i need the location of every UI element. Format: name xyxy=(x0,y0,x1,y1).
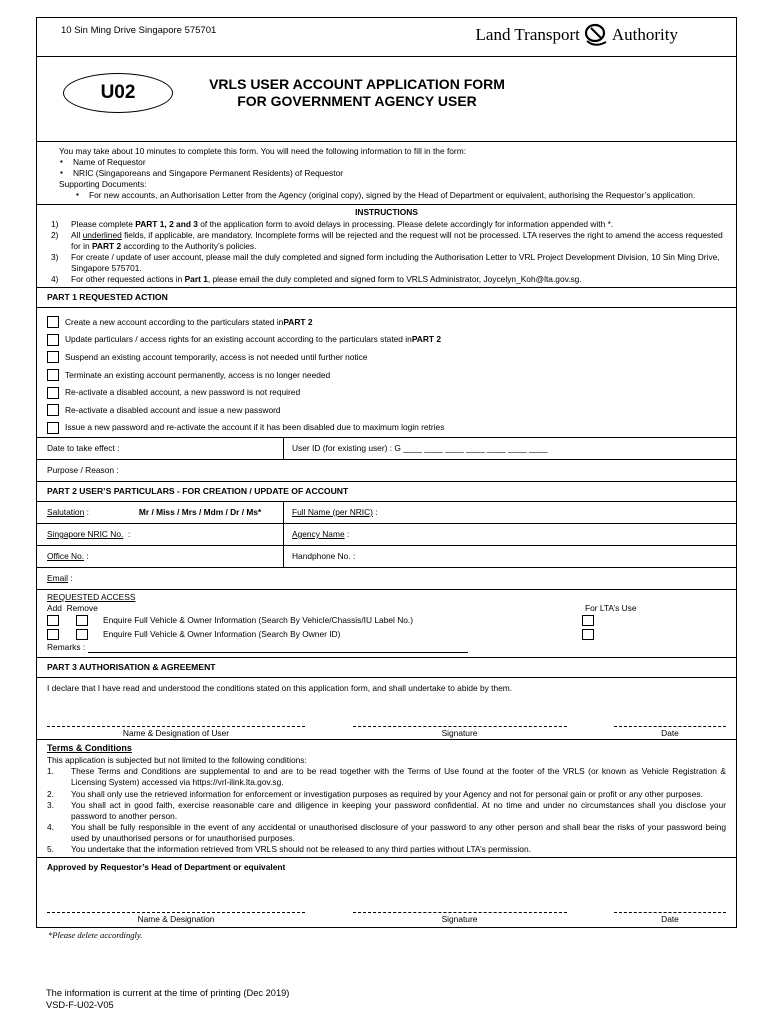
signature-line xyxy=(47,912,305,913)
lta-use-checkbox[interactable] xyxy=(582,615,594,626)
form-frame xyxy=(36,17,737,928)
action-checkbox[interactable] xyxy=(47,422,59,434)
agency-address: 10 Sin Ming Drive Singapore 575701 xyxy=(61,25,217,36)
action-label: Suspend an existing account temporarily, access is not needed until further notice xyxy=(65,351,368,362)
signature-line xyxy=(47,726,305,727)
instruction-item xyxy=(51,252,730,274)
logo-text-left: Land Transport xyxy=(475,24,580,44)
signature-line xyxy=(614,726,726,727)
terms-number: 2. xyxy=(47,788,54,799)
requested-access-section xyxy=(37,589,736,657)
instruction-text: , please email the duly completed and signed form to VRLS Administrator, Joycelyn_Koh@lta.gov.sg. xyxy=(207,274,582,285)
instruction-text: For create / update of user account, please mail the duly completed and signed form including the Authorisation Letter to VRL Project Development Division, 10 Sin Ming Drive, Singapore 575701. xyxy=(71,251,720,273)
terms-intro: This application is subjected but not limited to the following conditions: xyxy=(47,755,307,766)
effective-date-field[interactable]: Date to take effect : xyxy=(37,438,284,459)
terms-text: You undertake that the information retrieved from VRLS should not be released to any third parties without LTA’s permission. xyxy=(71,844,531,855)
terms-number: 5. xyxy=(47,844,54,855)
terms-text: You shall be fully responsible in the event of any accidental or unauthorised disclosure of your password to any other person and shall bear the risks of your password being used by unauthorised persons or for unauthorised purposes. xyxy=(71,821,726,843)
access-item-row xyxy=(47,628,726,642)
email-field[interactable]: Email : xyxy=(37,567,736,589)
terms-text: These Terms and Conditions are supplemental to and are to be read together with the Terms of Use found at the footer of the VRLS (or known as Vehicle Registration & Licensing System) accessed via https://vrl-ilink.lta.gov.sg. xyxy=(71,766,726,788)
instruction-text: Please complete xyxy=(71,218,136,229)
action-option[interactable] xyxy=(47,366,726,384)
delete-accordingly-note: *Please delete accordingly. xyxy=(48,930,143,941)
instruction-bold: Part 1 xyxy=(184,274,208,285)
action-label: Update particulars / access rights for an existing account according to the particulars stated in xyxy=(65,334,412,345)
action-option[interactable] xyxy=(47,349,726,367)
signature-line xyxy=(353,726,567,727)
sig-label: Signature xyxy=(441,914,478,925)
requested-access-label: REQUESTED ACCESS xyxy=(47,591,136,602)
handphone-field[interactable]: Handphone No. : xyxy=(292,550,356,561)
effective-date-row xyxy=(37,437,736,459)
lta-use-checkbox[interactable] xyxy=(582,629,594,640)
approval-section xyxy=(37,857,736,912)
form-page xyxy=(36,17,737,942)
instructions-heading: INSTRUCTIONS xyxy=(355,207,418,218)
instruction-bold: PART 1, 2 and 3 xyxy=(135,218,198,229)
access-column-headers xyxy=(47,603,726,614)
approval-signature-row xyxy=(37,912,736,927)
access-item-row xyxy=(47,614,726,628)
instructions-section xyxy=(37,204,736,287)
instructions-list xyxy=(37,219,736,288)
phone-row xyxy=(37,545,736,567)
instruction-text: of the application form to avoid delays in processing. Please delete accordingly for information appended with *. xyxy=(197,218,614,229)
letterhead xyxy=(37,18,736,56)
instruction-number: 1) xyxy=(51,218,59,229)
action-option[interactable] xyxy=(47,384,726,402)
instruction-text: fields, if applicable, are mandatory. Incomplete forms will be rejected and the request will not be processed. LTA reserves the right to amend the access requested for in xyxy=(71,229,723,251)
user-name-designation-field[interactable] xyxy=(47,726,305,739)
remove-access-checkbox[interactable] xyxy=(76,629,88,640)
access-item-label: Enquire Full Vehicle & Owner Information (Search By Vehicle/Chassis/IU Label No.) xyxy=(103,615,414,626)
hod-signature-field[interactable] xyxy=(353,912,567,925)
add-column-label: Add xyxy=(47,603,62,614)
instruction-underlined: underlined xyxy=(82,229,122,240)
add-access-checkbox[interactable] xyxy=(47,629,59,640)
sig-label: Date xyxy=(661,914,679,925)
form-reference-code: VSD-F-U02-V05 xyxy=(46,1000,114,1011)
terms-item xyxy=(47,766,726,788)
declaration-text: I declare that I have read and understood the conditions stated on this application form, and shall undertake to abide by them. xyxy=(47,683,513,694)
action-option[interactable] xyxy=(47,313,726,331)
approval-heading: Approved by Requestor’s Head of Department or equivalent xyxy=(47,862,286,873)
terms-item xyxy=(47,844,726,855)
user-id-field[interactable]: User ID (for existing user) : G ____ ____ ____ ____ ____ ____ ____ xyxy=(292,442,548,453)
part1-heading: PART 1 REQUESTED ACTION xyxy=(37,287,736,308)
terms-text: You shall only use the retrieved information for enforcement or investigation purposes as required by your Agency and not for personal gain or profit or any other purposes. xyxy=(71,788,703,799)
office-no-label: Office No. xyxy=(47,550,85,561)
form-code-oval: U02 xyxy=(63,73,173,113)
action-checkbox[interactable] xyxy=(47,334,59,346)
intro-section xyxy=(37,141,736,204)
office-no-field[interactable]: Office No. : xyxy=(37,546,284,567)
purpose-field[interactable]: Purpose / Reason : xyxy=(37,459,736,481)
action-option[interactable] xyxy=(47,419,726,437)
instruction-number: 4) xyxy=(51,274,59,285)
page-footer xyxy=(46,987,289,1012)
instruction-text: All xyxy=(71,229,83,240)
nric-field[interactable]: Singapore NRIC No. : xyxy=(37,524,284,545)
intro-bullet-name: ▪ Name of Requestor xyxy=(59,157,726,168)
action-checkbox[interactable] xyxy=(47,351,59,363)
instruction-item xyxy=(51,230,730,252)
remarks-label: Remarks : xyxy=(47,642,86,653)
terms-item xyxy=(47,822,726,844)
action-label-bold: PART 2 xyxy=(411,334,441,345)
terms-number: 3. xyxy=(47,799,54,810)
sig-label: Date xyxy=(661,728,679,739)
full-name-field[interactable]: Full Name (per NRIC) : xyxy=(292,506,378,517)
supporting-docs-label: Supporting Documents: xyxy=(59,179,147,190)
instruction-bold: PART 2 xyxy=(91,240,122,251)
salutation-row xyxy=(37,501,736,523)
terms-heading: Terms & Conditions xyxy=(47,743,132,754)
terms-item xyxy=(47,789,726,800)
remarks-line xyxy=(88,652,468,653)
sig-label: Name & Designation of User xyxy=(122,728,230,739)
remove-column-label: Remove xyxy=(66,603,98,614)
part1-options xyxy=(37,308,736,436)
terms-section xyxy=(37,739,736,857)
sig-label: Signature xyxy=(441,728,478,739)
action-option[interactable] xyxy=(47,331,726,349)
instruction-item xyxy=(51,219,730,230)
instruction-text: according to the Authority’s policies. xyxy=(121,240,257,251)
agency-name-field[interactable]: Agency Name : xyxy=(292,528,350,539)
salutation-label: Salutation xyxy=(47,506,85,517)
terms-item xyxy=(47,800,726,822)
action-label: Re-activate a disabled account, a new password is not required xyxy=(65,387,301,398)
access-item-label: Enquire Full Vehicle & Owner Information (Search By Owner ID) xyxy=(103,629,341,640)
action-label: Create a new account according to the particulars stated in xyxy=(65,316,284,327)
agency-name-label: Agency Name xyxy=(292,528,345,539)
nric-label: Singapore NRIC No. xyxy=(47,528,124,539)
action-checkbox[interactable] xyxy=(47,404,59,416)
part2-heading: PART 2 USER’S PARTICULARS - FOR CREATION / UPDATE OF ACCOUNT xyxy=(37,481,736,501)
remarks-field[interactable] xyxy=(47,642,726,653)
action-checkbox[interactable] xyxy=(47,316,59,328)
sig-label: Name & Designation xyxy=(137,914,215,925)
title-block xyxy=(37,56,736,141)
add-access-checkbox[interactable] xyxy=(47,615,59,626)
salutation-field[interactable]: Salutation : Mr / Miss / Mrs / Mdm / Dr / Ms* xyxy=(37,502,284,523)
action-label-bold: PART 2 xyxy=(283,316,313,327)
full-name-label: Full Name (per NRIC) xyxy=(292,506,373,517)
signature-line xyxy=(614,912,726,913)
logo-text-right: Authority xyxy=(611,24,678,44)
terms-number: 1. xyxy=(47,766,54,777)
signature-line xyxy=(353,912,567,913)
action-checkbox[interactable] xyxy=(47,369,59,381)
action-checkbox[interactable] xyxy=(47,387,59,399)
remove-access-checkbox[interactable] xyxy=(76,615,88,626)
intro-lead: You may take about 10 minutes to complete this form. You will need the following information to fill in the form: xyxy=(59,146,467,156)
instruction-number: 2) xyxy=(51,229,59,240)
lta-emblem-icon xyxy=(582,22,610,48)
action-label: Terminate an existing account permanently, access is no longer needed xyxy=(65,369,331,380)
form-title-line2: FOR GOVERNMENT AGENCY USER xyxy=(237,93,477,110)
supporting-docs-bullet: ▪ For new accounts, an Authorisation Letter from the Agency (original copy), signed by the Head of Department or equivalent, authorising the Requestor’s application. xyxy=(59,190,726,201)
form-title-line1: VRLS USER ACCOUNT APPLICATION FORM xyxy=(209,76,505,92)
lta-use-label: For LTA’s Use xyxy=(585,603,637,614)
user-signature-row xyxy=(37,726,736,739)
salutation-options[interactable]: Mr / Miss / Mrs / Mdm / Dr / Ms* xyxy=(138,506,262,517)
hod-name-designation-field[interactable] xyxy=(47,912,305,925)
instruction-item xyxy=(51,274,730,285)
action-label: Issue a new password and re-activate the account if it has been disabled due to maximum login retries xyxy=(65,422,445,433)
form-title xyxy=(187,76,527,110)
instruction-text: For other requested actions in xyxy=(71,274,185,285)
intro-bullet-nric: ▪ NRIC (Singaporeans and Singapore Permanent Residents) of Requestor xyxy=(59,168,726,179)
action-option[interactable] xyxy=(47,401,726,419)
user-signature-field[interactable] xyxy=(353,726,567,739)
user-date-field[interactable] xyxy=(614,726,726,739)
terms-number: 4. xyxy=(47,821,54,832)
hod-date-field[interactable] xyxy=(614,912,726,925)
instruction-number: 3) xyxy=(51,251,59,262)
email-label: Email xyxy=(47,572,68,583)
action-label: Re-activate a disabled account and issue a new password xyxy=(65,404,281,415)
printing-note: The information is current at the time of printing (Dec 2019) xyxy=(46,988,290,998)
lta-logo xyxy=(476,22,678,48)
part3-heading: PART 3 AUTHORISATION & AGREEMENT xyxy=(37,657,736,678)
terms-text: You shall act in good faith, exercise reasonable care and diligence in keeping your password confidential. At no time and under no circumstances shall you disclose your password to another person. xyxy=(71,799,726,821)
nric-row xyxy=(37,523,736,545)
